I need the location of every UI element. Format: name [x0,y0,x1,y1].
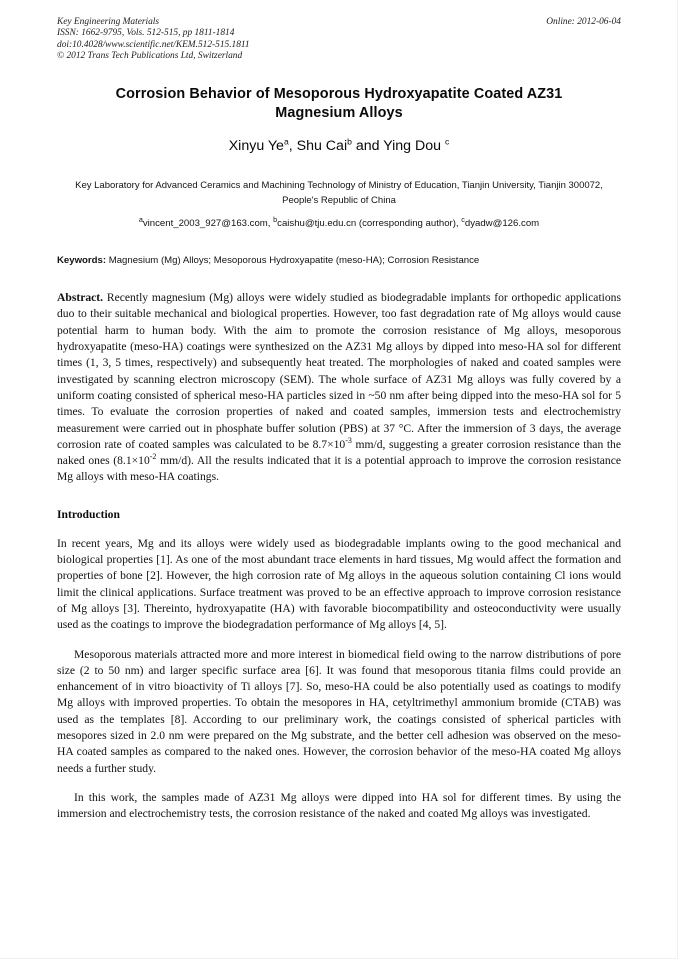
journal-issn-line: ISSN: 1662-9795, Vols. 512-515, pp 1811-1814 [57,28,235,39]
email-mark-b: b [273,215,278,224]
keywords-label: Keywords: [57,255,107,267]
email-mark-c: c [461,215,465,224]
keywords-text: Magnesium (Mg) Alloys; Mesoporous Hydroxyapatite (meso-HA); Corrosion Resistance [106,255,480,267]
introduction-paragraph-3: In this work, the samples made of AZ31 Mg alloys were dipped into HA sol for different times. By using the immersion and electrochemistry tests, the corrosion resistance of the naked and coated Mg alloys was investigated. [57,790,621,821]
abstract-paragraph [57,290,621,486]
section-heading-introduction: Introduction [57,507,120,521]
email-address-c[interactable]: dyadw@126.com [464,218,540,230]
introduction-paragraph-1: In recent years, Mg and its alloys were widely used as biodegradable implants owing to the good mechanical and biological properties [1]. As one of the most abundant trace elements in hard tissues, Mg would affect the formation and properties of bone [2]. However, the high corrosion rate of Mg alloys in the aqueous solution containing Cl ions would limit the clinical applications. Surface treatment was proved to be an effective approach to improve corrosion resistance of Mg alloys [3]. Thereinto, hydroxyapatite (HA) with favorable biocompatibility and osteoconductivity were usually used as the coatings to improve the biodegradation performance of Mg alloys [4, 5]. [57,536,621,632]
introduction-paragraph-2: Mesoporous materials attracted more and more interest in biomedical field owing to the narrow distributions of pore size (2 to 50 nm) and larger specific surface area [6]. It was found that mesoporous titania films could provide an enhancement of in vitro bioactivity of Ti alloys [7]. So, meso-HA could be also potentially used as coatings to modify Mg alloys with improved properties. To obtain the mesopores in HA, cetyltrimethyl ammonium bromide (CTAB) was used as the templates [8]. According to our preliminary work, the coatings consisted of spherical particles with mesopores sized in 2.0 nm were prepared on the Mg substrate, and the better cell adhesion was observed on the meso-HA coated samples as compared to the naked ones. However, the corrosion behavior of the meso-HA coated Mg alloys needs a further study. [57,647,621,775]
author-name-1: Xinyu Ye [228,138,284,155]
email-mark-a: a [138,215,143,224]
page-content [57,17,621,834]
email-address-a[interactable]: vincent_2003_927@163.com, [142,218,274,230]
page-title: Corrosion Behavior of Mesoporous Hydroxyapatite Coated AZ31 Magnesium Alloys [115,86,563,122]
affiliation-text: Key Laboratory for Advanced Ceramics and Machining Technology of Ministry of Education, Tianjin University, Tianjin 300072, People's Republic of China [75,180,603,207]
abstract-text-part-1: Recently magnesium (Mg) alloys were widely studied as biodegradable implants for orthopedic applications duo to their suitable mechanical and biological properties. However, too fast degradation rate of Mg alloys would cause potential harm to human body. With the aim to promote the corrosion resistance of Mg alloys, mesoporous hydroxyapatite (meso-HA) coatings were synthesized on the AZ31 Mg alloys by dipped into meso-HA sol for different times (1, 3, 5 times, respectively) and subsequently heat treated. The morphologies of naked and coated samples were investigated by scanning electron microscopy (SEM). The whole surface of AZ31 Mg alloys was fully covered by a uniform coating consisted of spherical meso-HA particles sized in ~50 nm after being dipped into the meso-HA sol for 5 times. To evaluate the corrosion properties of naked and coated samples, immersion tests and electrochemistry measurement were carried out in phosphate buffer solution (PBS) at 37 °C. After the immersion of 3 days, the average corrosion rate of coated samples was calculated to be 8.7×10 [57,291,621,451]
author-affiliation-mark-c: c [444,136,450,147]
online-date: Online: 2012-06-04 [546,17,621,27]
journal-name: Key Engineering Materials [57,17,160,27]
keywords-line [57,254,621,268]
journal-header [57,17,621,62]
author-name-2: Shu Cai [296,138,348,155]
author-name-3: Ying Dou [383,138,445,155]
author-affiliation-mark-b: b [347,136,352,147]
author-separator-1: , [288,138,297,155]
abstract-exponent-2: -2 [149,452,157,462]
abstract-exponent-1: -3 [345,436,352,445]
author-emails [57,217,621,231]
abstract-text-part-2: mm/d, suggesting a greater corrosion resistance than the naked ones (8.1×10 [57,437,621,468]
author-list [57,137,621,155]
author-separator-2: and [351,138,384,155]
journal-doi-line: doi:10.4028/www.scientific.net/KEM.512-515.1811 [57,39,250,50]
abstract-label: Abstract. [57,291,104,305]
journal-copyright-line: © 2012 Trans Tech Publications Ltd, Switzerland [57,50,243,61]
author-affiliation-mark-a: a [283,136,289,147]
abstract-text-part-3: mm/d). All the results indicated that it is a potential approach to improve the corrosion resistance Mg alloys with meso-HA coatings. [57,454,621,484]
email-address-b[interactable]: caishu@tju.edu.cn (corresponding author), [277,218,462,230]
